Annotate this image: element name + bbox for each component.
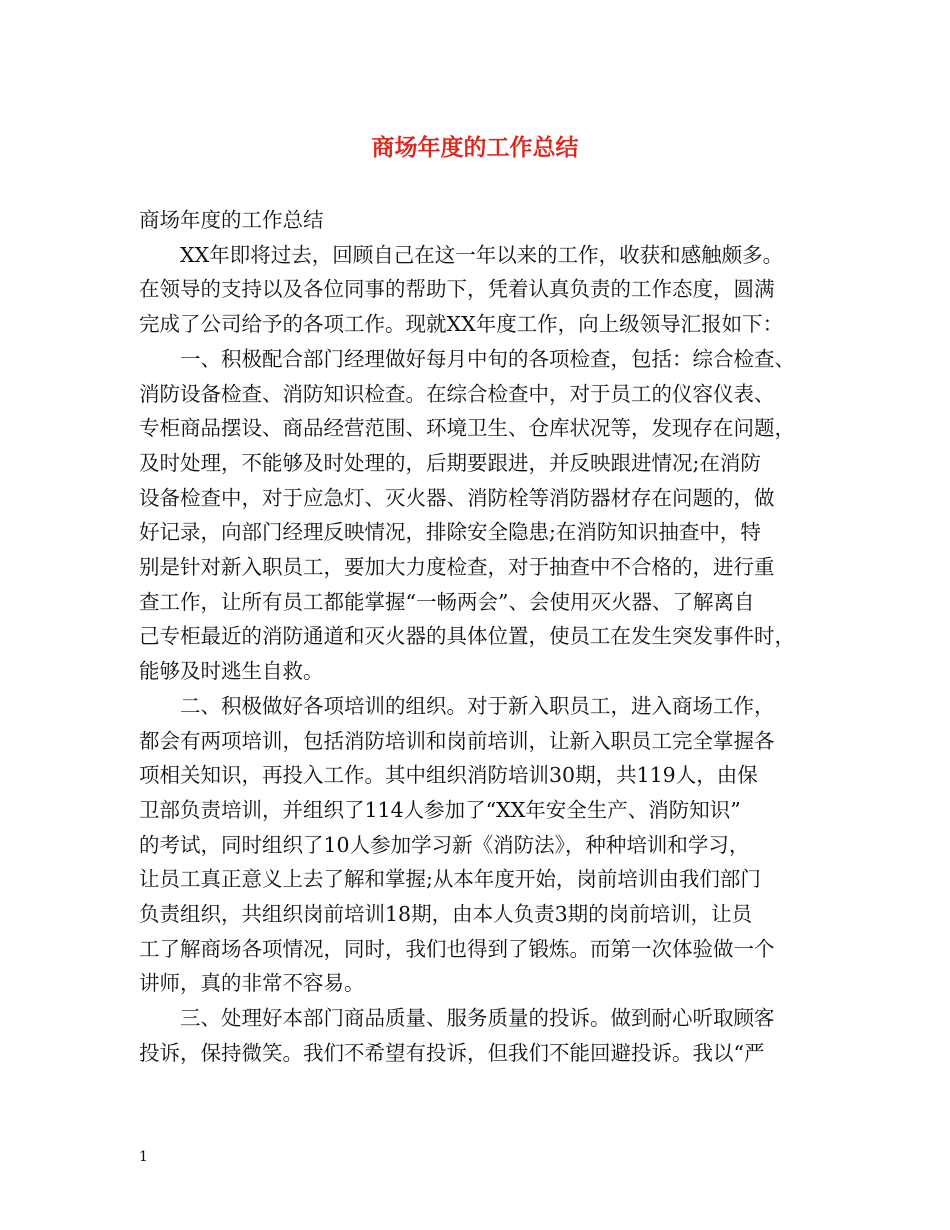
document-body <box>139 203 829 1071</box>
body-line: 能够及时逃生自救。 <box>139 659 324 684</box>
body-line: 消防设备检查、消防知识检查。在综合检查中，对于员工的仪容仪表、 <box>139 381 775 406</box>
body-line: 都会有两项培训，包括消防培训和岗前培训，让新入职员工完全掌握各 <box>139 728 775 753</box>
body-line: 讲师，真的非常不容易。 <box>139 971 365 996</box>
body-line: 三、处理好本部门商品质量、服务质量的投诉。做到耐心听取顾客 <box>139 1006 775 1031</box>
page-number: 1 <box>139 1149 148 1165</box>
body-line: 好记录，向部门经理反映情况，排除安全隐患;在消防知识抽查中，特 <box>139 520 761 545</box>
body-line: 及时处理，不能够及时处理的，后期要跟进，并反映跟进情况;在消防 <box>139 450 761 475</box>
body-line: 设备检查中，对于应急灯、灭火器、消防栓等消防器材存在问题的，做 <box>139 485 775 510</box>
body-line: 负责组织，共组织岗前培训18期，由本人负责3期的岗前培训，让员 <box>139 902 753 927</box>
body-line: 二、积极做好各项培训的组织。对于新入职员工，进入商场工作， <box>139 693 775 718</box>
body-line: 在领导的支持以及各位同事的帮助下，凭着认真负责的工作态度，圆满 <box>139 277 775 302</box>
body-line: 专柜商品摆设、商品经营范围、环境卫生、仓库状况等，发现存在问题， <box>139 416 795 441</box>
document-title: 商场年度的工作总结 <box>371 134 579 161</box>
body-line: 的考试，同时组织了10人参加学习新《消防法》，种种培训和学习， <box>139 832 750 857</box>
body-line: 别是针对新入职员工，要加大力度检查，对于抽查中不合格的，进行重 <box>139 555 775 580</box>
body-line: 投诉，保持微笑。我们不希望有投诉，但我们不能回避投诉。我以“严 <box>139 1040 765 1065</box>
body-line: 一、积极配合部门经理做好每月中旬的各项检查，包括：综合检查、 <box>139 346 795 371</box>
body-line: XX年即将过去，回顾自己在这一年以来的工作，收获和感触颇多。 <box>139 242 784 267</box>
body-line: 己专柜最近的消防通道和灭火器的具体位置，使员工在发生突发事件时， <box>139 624 795 649</box>
body-line: 让员工真正意义上去了解和掌握;从本年度开始，岗前培训由我们部门 <box>139 867 761 892</box>
body-line: 商场年度的工作总结 <box>139 208 324 232</box>
body-line: 项相关知识，再投入工作。其中组织消防培训30期，共119人，由保 <box>139 763 758 788</box>
body-line: 卫部负责培训，并组织了114人参加了“XX年安全生产、消防知识” <box>139 797 741 822</box>
body-line: 完成了公司给予的各项工作。现就XX年度工作，向上级领导汇报如下： <box>139 312 784 337</box>
body-line: 查工作，让所有员工都能掌握“一畅两会”、会使用灭火器、了解离自 <box>139 589 755 614</box>
body-line: 工了解商场各项情况，同时，我们也得到了锻炼。而第一次体验做一个 <box>139 936 775 961</box>
